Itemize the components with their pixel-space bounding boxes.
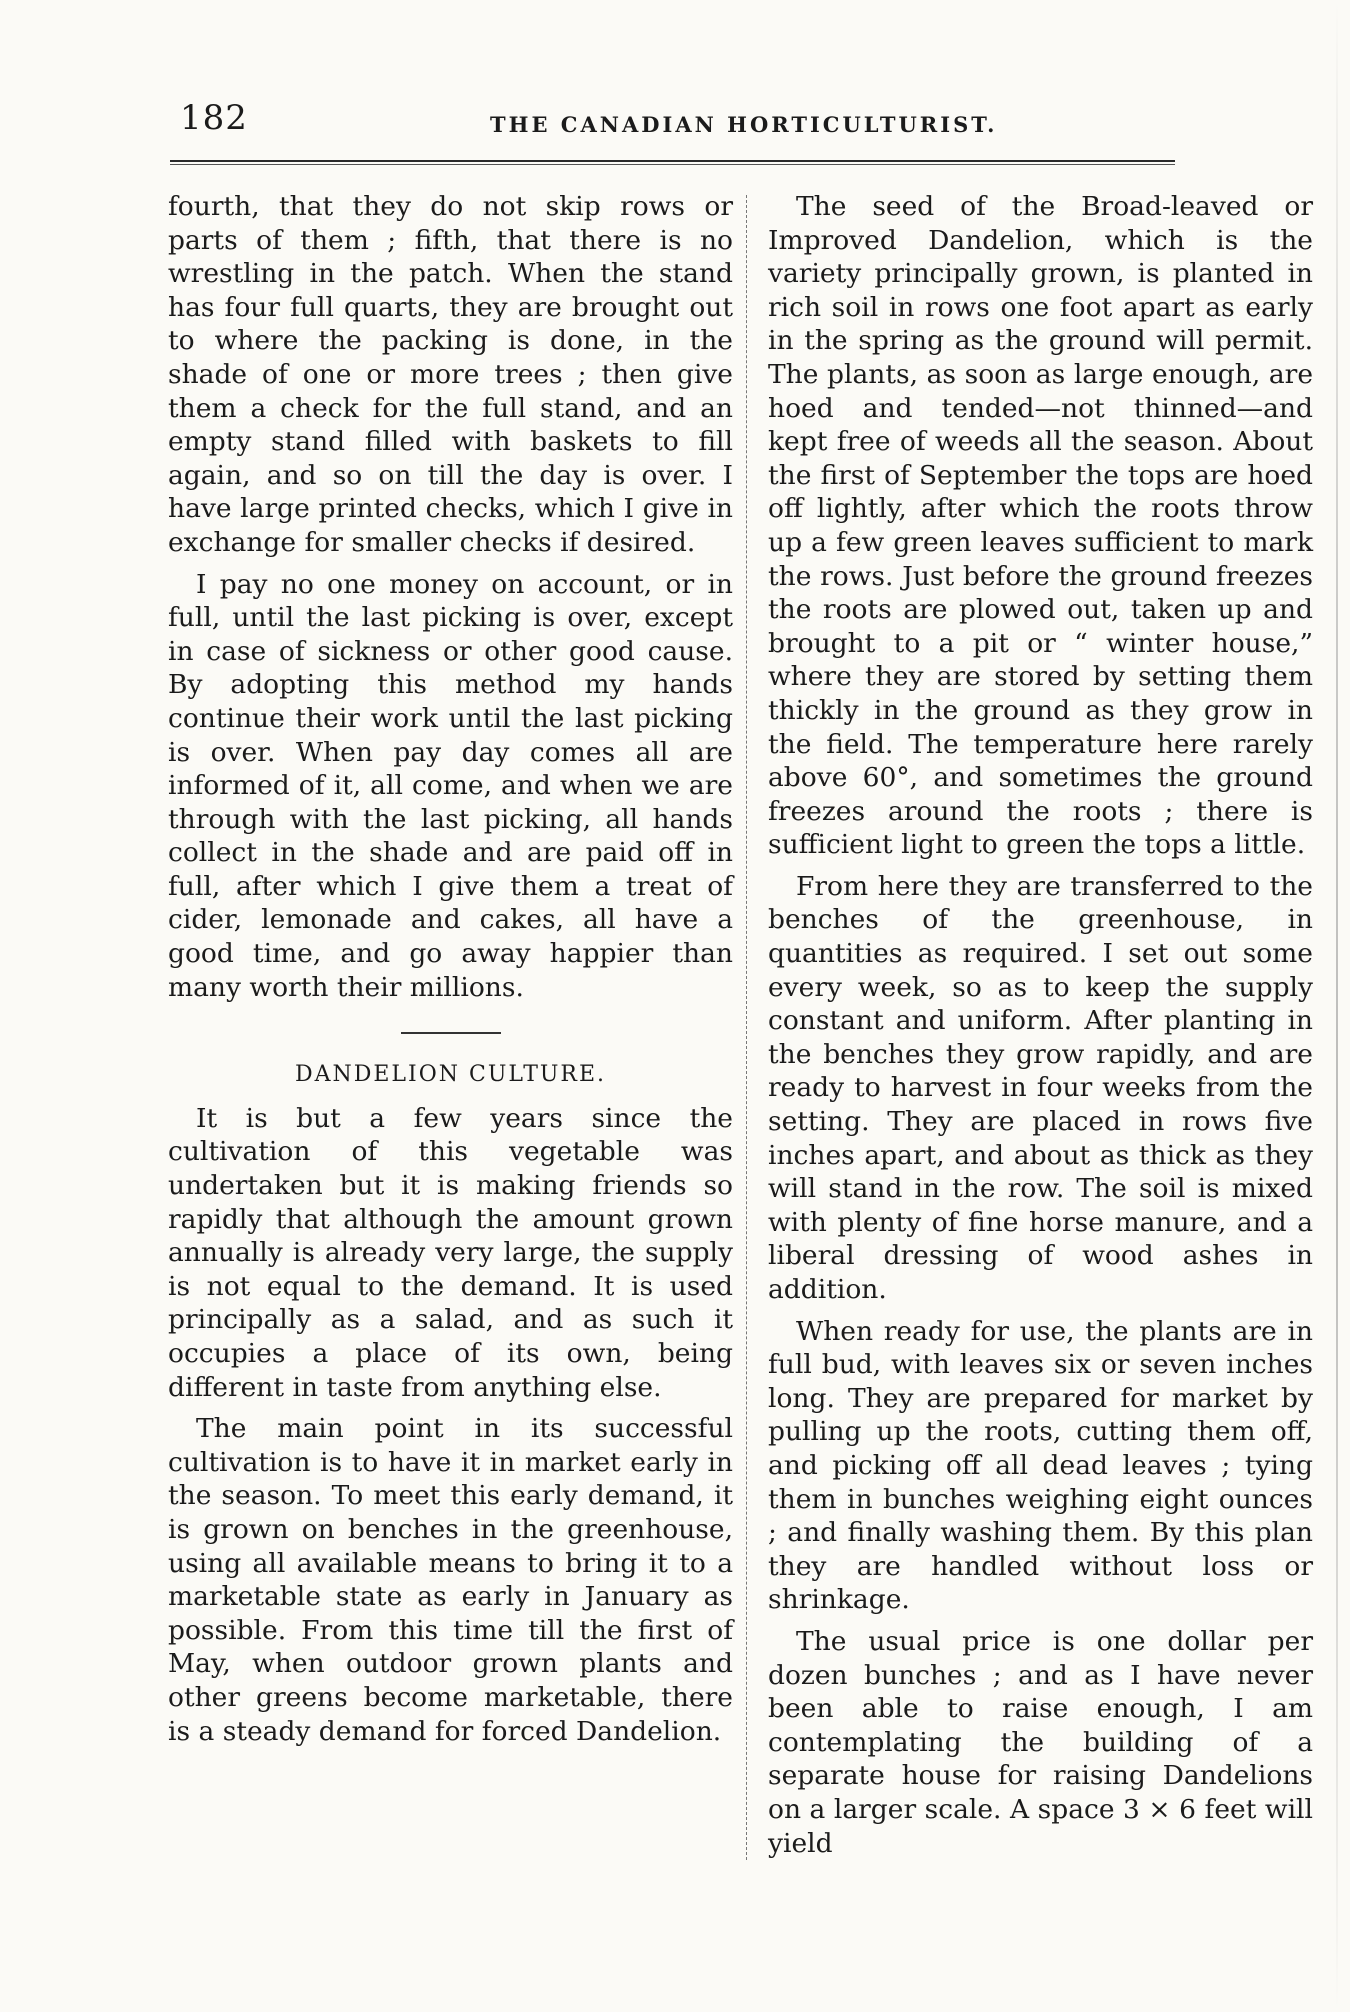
page-number: 182 xyxy=(180,98,248,138)
right-column xyxy=(768,190,1313,1860)
column-divider xyxy=(746,195,747,1860)
page-edge-shadow xyxy=(1336,0,1338,2012)
paragraph: The usual price is one dollar per dozen bunches ; and as I have never been able to raise enough, I am contemplating the building of a separate house for raising Dandelions on a larger scale. A space 3 × 6 feet will yield xyxy=(768,1625,1313,1859)
paragraph: fourth, that they do not skip rows or parts of them ; fifth, that there is no wrestling in the patch. When the stand has four full quarts, they are brought out to where the packing is done, in the shade of one or more trees ; then give them a check for the full stand, and an empty stand filled with baskets to fill again, and so on till the day is over. I have large printed checks, which I give in exchange for smaller checks if desired. xyxy=(168,191,733,558)
header-rule xyxy=(170,160,1175,162)
paragraph: From here they are transferred to the benches of the greenhouse, in quantities as required. I set out some every week, so as to keep the supply constant and uniform. After planting in the benches they grow rapidly, and are ready to harvest in four weeks from the setting. They are placed in rows five inches apart, and about as thick as they will stand in the row. The soil is mixed with plenty of fine horse manure, and a liberal dressing of wood ashes in addition. xyxy=(768,870,1313,1305)
left-column xyxy=(168,190,733,1748)
header-rule-secondary xyxy=(170,164,1175,165)
paragraph: I pay no one money on account, or in full, until the last picking is over, except in case of sickness or other good cause. By adopting this method my hands continue their work until the last picking is over. When pay day comes all are informed of it, all come, and when we are through with the last picking, all hands collect in the shade and are paid off in full, after which I give them a treat of cider, lemonade and cakes, all have a good time, and go away happier than many worth their millions. xyxy=(168,568,733,1003)
paragraph: When ready for use, the plants are in full bud, with leaves six or seven inches long. They are prepared for market by pulling up the roots, cutting them off, and picking off all dead leaves ; tying them in bunches weighing eight ounces ; and finally washing them. By this plan they are handled without loss or shrinkage. xyxy=(768,1315,1313,1616)
running-head: THE CANADIAN HORTICULTURIST. xyxy=(490,112,998,137)
paragraph: The seed of the Broad-leaved or Improved Dandelion, which is the variety principally grown, is planted in rich soil in rows one foot apart as early in the spring as the ground will permit. The plants, as soon as large enough, are hoed and tended—not thinned—and kept free of weeds all the season. About the first of September the tops are hoed off lightly, after which the roots throw up a few green leaves sufficient to mark the rows. Just before the ground freezes the roots are plowed out, taken up and brought to a pit or “ winter house,” where they are stored by setting them thickly in the ground as they grow in the field. The temperature here rarely above 60°, and sometimes the ground freezes around the roots ; there is sufficient light to green the tops a little. xyxy=(768,191,1313,861)
paragraph: It is but a few years since the cultivation of this vegetable was undertaken but it is making friends so rapidly that although the amount grown annually is already very large, the supply is not equal to the demand. It is used principally as a salad, and as such it occupies a place of its own, being different in taste from anything else. xyxy=(168,1102,733,1403)
section-divider xyxy=(401,1032,501,1034)
section-title: DANDELION CULTURE. xyxy=(294,1062,607,1088)
paragraph: The main point in its successful cultivation is to have it in market early in the season. To meet this early demand, it is grown on benches in the greenhouse, using all available means to bring it to a marketable state as early in January as possible. From this time till the first of May, when outdoor grown plants and other greens become marketable, there is a steady demand for forced Dandelion. xyxy=(168,1413,733,1747)
